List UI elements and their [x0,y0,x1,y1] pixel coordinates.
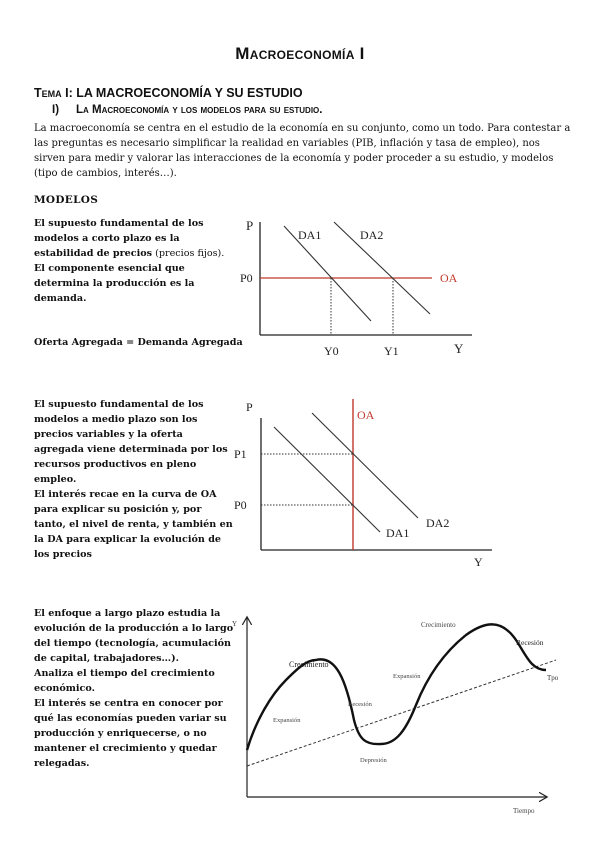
recesion-label-1: Recesión [348,701,372,708]
p0-label: P0 [240,271,253,285]
oa-label: OA [357,408,375,422]
expansion-label-1: Expansión [273,717,301,724]
da1-label: DA1 [298,228,322,242]
da1-line [274,427,380,532]
oa-label: OA [440,271,458,285]
x-axis-label: Tiempo [513,807,535,815]
y1-label: Y1 [384,344,399,358]
y-axis-label: Y [454,341,464,356]
intro-paragraph: La macroeconomía se centra en el estudio de la economía en su conjunto, como un todo. Para contestar a las preguntas es necesario simplificar la realidad en variables (PIB, inflación y tasa de empleo), nos sirven para medir y valorar las interacciones de la economía y poder proceder a su estudio, y modelos (tipo de cambios, interés…). [34,123,571,179]
long-run-text [34,606,234,771]
equation: Oferta Agregada = Demanda Agregada [34,337,243,348]
expansion-label-2: Expansión [393,673,421,680]
p-axis-label: P [246,400,253,414]
medium-run-chart [232,396,492,571]
document-title: Macroeconomía I [235,44,365,63]
p1-label: P1 [234,447,247,461]
da2-label: DA2 [426,516,450,530]
section-number: I) [52,104,60,116]
crecimiento-label-1: Crecimiento [289,660,329,669]
medium-run-p1: El supuesto fundamental de los modelos a medio plazo son los precios variables y la oferta agregada viene determinada por los recursos productivos en pleno empleo. [34,399,228,485]
modelos-heading: MODELOS [34,194,99,206]
tema-heading: Tema I: LA MACROECONOMÍA Y SU ESTUDIO [34,86,303,100]
y0-label: Y0 [324,344,339,358]
trend-label: Tpo [547,674,559,682]
p0-label: P0 [234,498,247,512]
medium-run-text [34,397,234,562]
cycle-curve [247,624,546,750]
short-run-text [34,216,234,306]
depresion-label: Depresión [360,757,387,764]
section-title: La Macroeconomía y los modelos para su estudio. [76,104,323,116]
recesion-label-2: Recesión [516,638,544,647]
y-axis-label: Y [232,620,238,628]
short-run-p2: El componente esencial que determina la producción es la demanda. [34,263,195,304]
section-heading [52,104,322,116]
long-run-p3: El interés se centra en conocer por qué las economías pueden variar su producción y enriquecerse, o no mantener el crecimiento y quedar relegadas. [34,698,227,769]
medium-run-p2: El interés recae en la curva de OA para explicar su posición y, por tanto, el nivel de renta, y también en la DA para explicar la evolución de los precios [34,489,233,560]
long-run-p1: El enfoque a largo plazo estudia la evolución de la producción a lo largo del tiempo (tecnología, acumulación de capital, trabajadores…). [34,608,234,664]
crecimiento-label-2: Crecimiento [421,621,456,629]
y-axis-label: Y [474,555,483,569]
p-axis-label: P [246,218,254,233]
da2-label: DA2 [360,228,384,242]
short-run-p1-rest: (precios fijos). [155,248,225,259]
da1-label: DA1 [386,526,410,540]
long-run-chart [226,610,596,820]
long-run-p2: Analiza el tiempo del crecimiento económico. [34,668,215,694]
short-run-p1-bold: El supuesto fundamental de los modelos a corto plazo es la estabilidad de precios [34,218,204,259]
da2-line [312,413,418,518]
short-run-chart [236,212,486,362]
